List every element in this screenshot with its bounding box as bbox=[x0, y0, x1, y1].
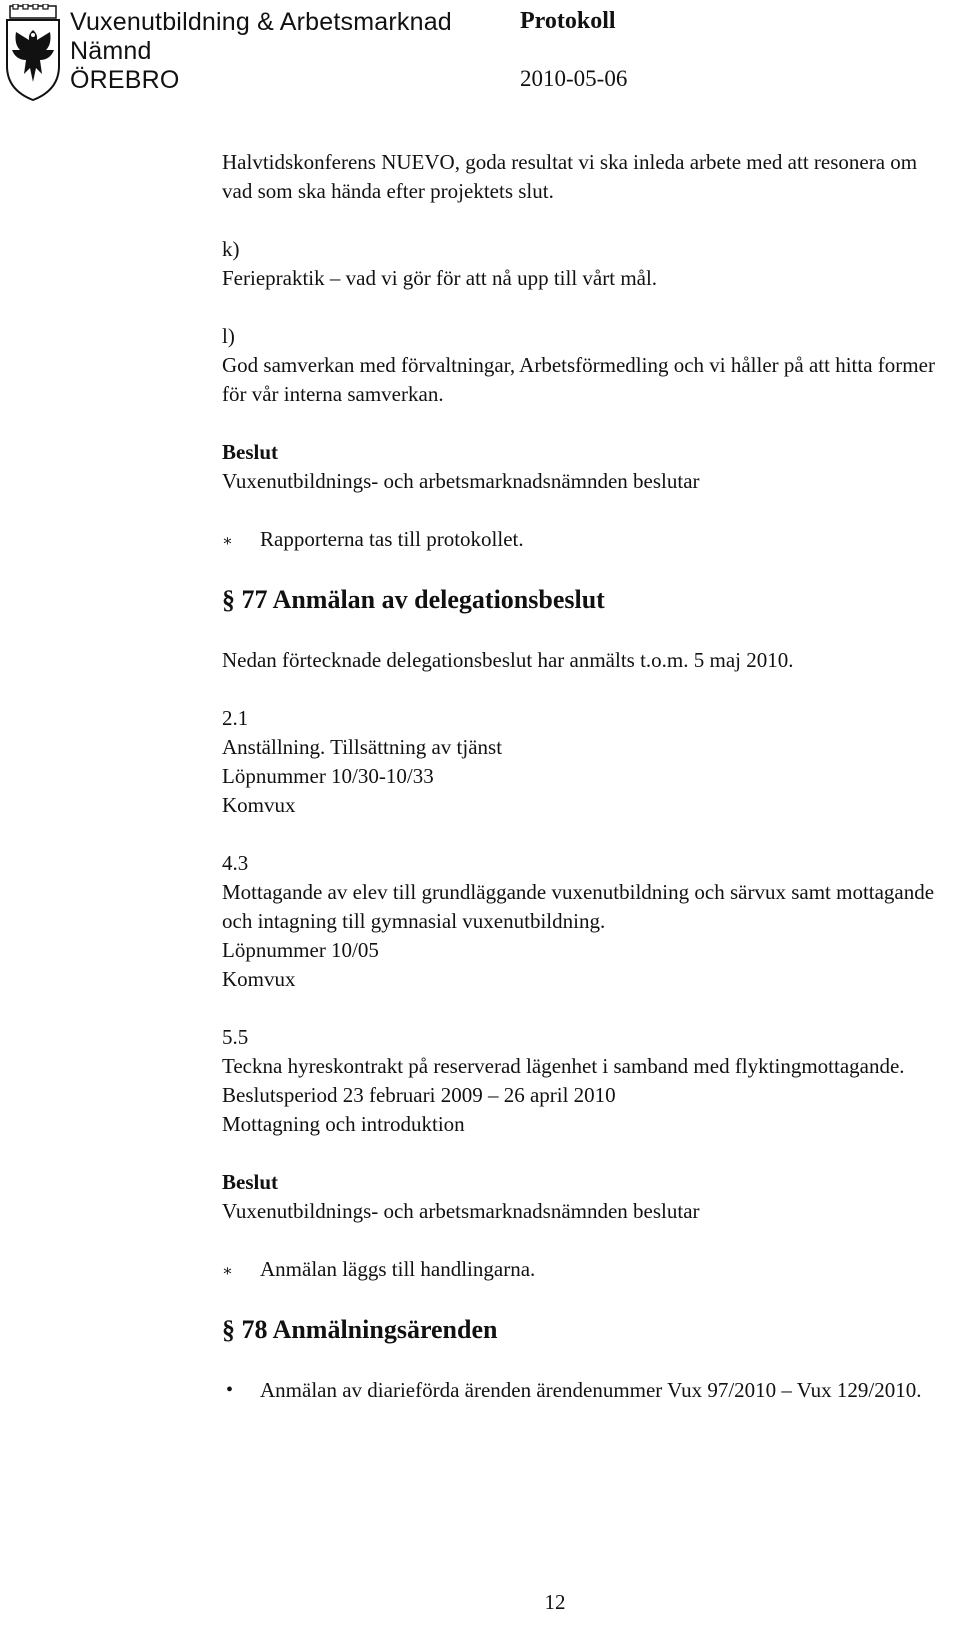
page-header bbox=[0, 0, 960, 120]
item-2-1-number: 2.1 bbox=[222, 706, 249, 730]
section-78-item-text: Anmälan av diarieförda ärenden ärendenummer Vux 97/2010 – Vux 129/2010. bbox=[260, 1378, 922, 1402]
item-5-5-title: Teckna hyreskontrakt på reserverad lägenhet i samband med flyktingmottagande. bbox=[222, 1054, 905, 1078]
item-4-3-lopnummer: Löpnummer 10/05 bbox=[222, 938, 379, 962]
beslut-heading-1: Beslut bbox=[222, 440, 279, 464]
decision-item-1 bbox=[222, 525, 942, 554]
item-2-1-lopnummer: Löpnummer 10/30-10/33 bbox=[222, 764, 434, 788]
item-l-label: l) bbox=[222, 324, 235, 348]
item-l-text: God samverkan med förvaltningar, Arbetsförmedling och vi håller på att hitta former för vår interna samverkan. bbox=[222, 353, 935, 406]
asterisk-icon: ∗ bbox=[222, 533, 233, 550]
beslut-text-1: Vuxenutbildnings- och arbetsmarknadsnämnden beslutar bbox=[222, 469, 700, 493]
bullet-icon: • bbox=[226, 1379, 234, 1401]
decision-item-2-text: Anmälan läggs till handlingarna. bbox=[260, 1257, 536, 1281]
orebro-crest-icon bbox=[4, 4, 62, 102]
decision-item-1-text: Rapporterna tas till protokollet. bbox=[260, 527, 524, 551]
organization-name bbox=[70, 8, 452, 95]
beslut-heading-2: Beslut bbox=[222, 1170, 279, 1194]
item-4-3-unit: Komvux bbox=[222, 967, 296, 991]
asterisk-icon: ∗ bbox=[222, 1263, 233, 1280]
decision-item-2 bbox=[222, 1255, 942, 1284]
item-k-text: Feriepraktik – vad vi gör för att nå upp till vårt mål. bbox=[222, 266, 658, 290]
item-k-label: k) bbox=[222, 237, 240, 261]
section-77-intro: Nedan förtecknade delegationsbeslut har anmälts t.o.m. 5 maj 2010. bbox=[222, 648, 794, 672]
protocol-body bbox=[222, 148, 942, 1405]
section-78-item bbox=[222, 1376, 942, 1405]
item-5-5-period: Beslutsperiod 23 februari 2009 – 26 april 2010 bbox=[222, 1083, 616, 1107]
section-77-heading: § 77 Anmälan av delegationsbeslut bbox=[222, 585, 605, 614]
org-line-1: Vuxenutbildning & Arbetsmarknad bbox=[70, 8, 452, 36]
org-line-3: ÖREBRO bbox=[70, 66, 180, 94]
item-2-1-unit: Komvux bbox=[222, 793, 296, 817]
beslut-text-2: Vuxenutbildnings- och arbetsmarknadsnämnden beslutar bbox=[222, 1199, 700, 1223]
section-78-heading: § 78 Anmälningsärenden bbox=[222, 1315, 498, 1344]
page-number: 12 bbox=[544, 1590, 566, 1614]
org-line-2: Nämnd bbox=[70, 37, 152, 65]
document-date: 2010-05-06 bbox=[520, 66, 628, 91]
item-5-5-unit: Mottagning och introduktion bbox=[222, 1112, 465, 1136]
item-4-3-number: 4.3 bbox=[222, 851, 249, 875]
document-title: Protokoll bbox=[520, 8, 616, 34]
intro-paragraph: Halvtidskonferens NUEVO, goda resultat vi ska inleda arbete med att resonera om vad som ska hända efter projektets slut. bbox=[222, 150, 918, 203]
item-4-3-title: Mottagande av elev till grundläggande vuxenutbildning och särvux samt mottagande och intagning till gymnasial vuxenutbildning. bbox=[222, 880, 935, 933]
item-2-1-title: Anställning. Tillsättning av tjänst bbox=[222, 735, 503, 759]
item-5-5-number: 5.5 bbox=[222, 1025, 249, 1049]
